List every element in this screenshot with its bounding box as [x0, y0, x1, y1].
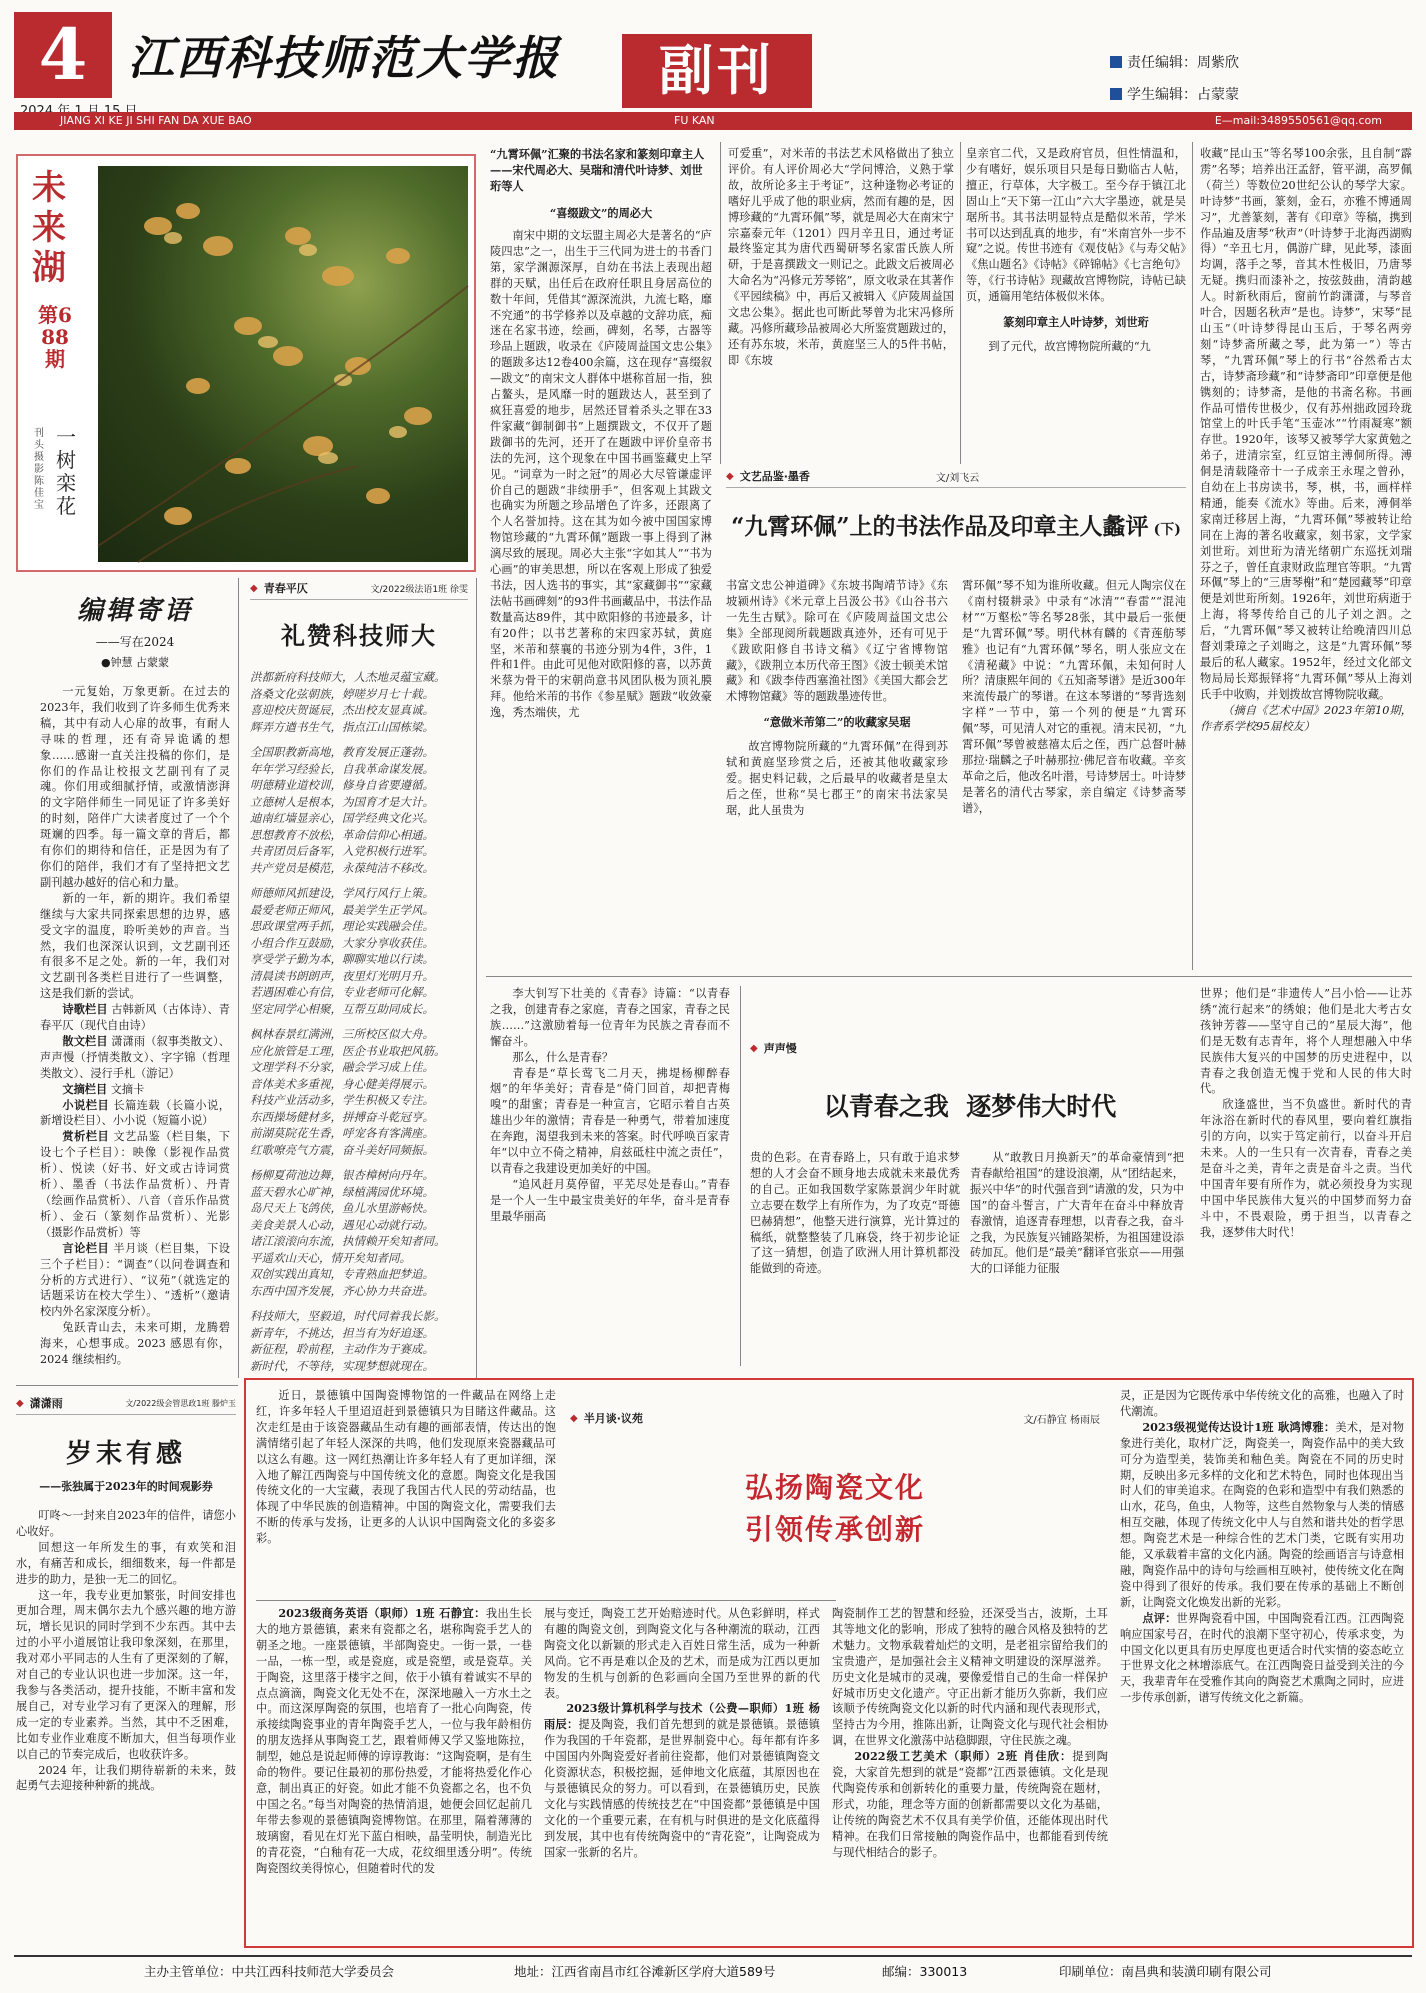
ceramic-col-1: [256, 1606, 532, 1940]
section-title: 副刊: [659, 39, 775, 102]
paragraph: 点评：世界陶瓷看中国，中国陶瓷看江西。江西陶瓷响应国家号召，在时代的浪潮下坚守初心，传承求变，为中国文化以更具有历史厚度也更适合时代实情的姿态屹立于世界文化之林增添底气。在江西陶瓷日益受到关注的今天，我辈青年在受雅作其向的陶瓷艺术熏陶之同时，应进一步传承创新，谱写传统文化之新篇。: [1120, 1610, 1404, 1705]
page-number-box: [14, 12, 112, 98]
art-part1-heading: “九霄环佩”汇聚的书法名家和篆刻印章主人——宋代周必大、吴瑞和清代叶诗梦、刘世珩等人: [490, 147, 705, 193]
paragraph: 近日，景德镇中国陶瓷博物馆的一件藏品在网络上走红，许多年轻人千里迢迢赶到景德镇只为目睹这件藏品。这次走红是由于该瓷器藏品生动有趣的画部表情，传达出的饱满情绪引起了年轻人深深的共鸣，他们发现原来瓷器藏品可以这么有趣。这一网红热潮让许多年轻人有了更加详细，深入地了解江西陶瓷与中国传统文化的意愿。陶瓷文化是我国传统文化的一大宝藏，表现了我国古代人民的劳动结晶，也体现了中华民族的创造精神。中国的陶瓷文化，需要我们去不断的传承与发扬，让更多的人认识中国陶瓷文化的多姿多彩。: [256, 1389, 556, 1546]
photo-title: 一树栾花: [56, 425, 76, 518]
cover-photo: [98, 166, 468, 562]
poem-line: 双创实践出真知，专青熟血把梦追。: [250, 1267, 434, 1281]
art-title-suffix: (下): [1153, 522, 1181, 538]
art-lower-col-2-body: [962, 578, 1186, 968]
essay1-body: [16, 1508, 236, 1938]
ceramic-col-2: [544, 1606, 820, 1940]
editor-note-body: [40, 684, 230, 1367]
golden-rain-tree-photo: [98, 166, 468, 562]
paragraph: 皇亲官二代，又是政府官员，但性情温和，少有嗜好，娱乐项目只是每日勤临古人帖，擅正，行草体，大字极工。至今存于镇江北固山上“天下第一江山”六大字墨迹，就是吴琚所书。其书法明显特点是酷似米芾，学米书可以达到乱真的地步，有“米南宫外一步不窥”之说。传世书迹有《观伎帖》《与寿父帖》《焦山题名》《诗帖》《碎锦帖》《七言绝句》等，《行书诗帖》现藏故宫博物院，诗帖已缺页，通篇用笔结体极似米体。: [966, 147, 1186, 304]
square-bullet-icon: [1110, 88, 1122, 100]
paragraph: “追风赶月莫停留，平芜尽处是春山。”青春是一个人一生中最宝贵美好的年华，奋斗是青春里最华丽高: [490, 1177, 730, 1223]
essay2-col-3: [1200, 986, 1412, 1366]
poem-line: 喜迎校庆贺诞辰，杰出校友显真诚。: [250, 703, 434, 717]
editor-credit-2: 学生编辑：占蒙蒙: [1110, 84, 1239, 104]
poem-stanza: [250, 669, 468, 735]
poem-line: 应化旅管是工理，医企书业取把风筋。: [250, 1043, 446, 1058]
paragraph: 叮咚～一封来自2023年的信件，请您小心收好。: [16, 1509, 236, 1538]
poem-line: 洪都新府科技师大，人杰地灵蕴宝藏。: [250, 670, 446, 684]
editor-note-title: 编辑寄语: [76, 596, 193, 626]
ceramic-col-3: [832, 1606, 1108, 1940]
paragraph: 灵，正是因为它既传承中华传统文化的高雅，也融入了时代潮流。: [1120, 1389, 1404, 1418]
poem-line: 若遇困难心有信，专业老师可化解。: [250, 985, 434, 999]
paragraph: 新的一年，新的期许。我们希望继续与大家共同探索思想的边界，感受文字的温度，聆听美妙的声音。当然，我们也深深认识到，文艺副刊还有很多不足之处。新的一年，我们对文艺副刊各类栏目进行了一些调整，这是我们新的尝试。: [40, 891, 230, 1001]
poem-section: [250, 580, 468, 1379]
column-item: 散文栏目 潇潇雨（叙事类散文）、声声慢（抒情类散文）、字字锦（哲理类散文）、浸行手札（游记）: [40, 1033, 230, 1080]
masthead-bar: [14, 112, 1412, 130]
essay2-tag: 声声慢: [763, 1042, 797, 1055]
paragraph: 青春是“草长莺飞二月天，拂堤杨柳醉春烟”的年华美好；青春是“倚门回首，却把青梅嗅”的甜蜜；青春是一种宣言，它昭示着自古英雄出少年的激情；青春是一种勇气，带着加速度在奔跑，渴望我到未来的答案。时代呼唤百家青年“以中立不倚之精神，肩兹砥柱中流之责任”，以青春之我建设更加美好的中国。: [490, 1066, 730, 1175]
poem-stanza: [250, 744, 468, 876]
paragraph: 欣逢盛世，当不负盛世。新时代的青年泳浴在新时代的春风里，要向着红旗指引的方向，以实于笃定前行，以奋斗开启未来。人的一生只有一次青春，青春之美是奋斗之美，青年之责是奋斗之责。当代中国青年要有所作为，就必须投身为实现中国中华民族伟大复兴的中国梦而努力奋斗中，不畏艰险，勇于担当，以青春之我，逐梦伟大时代！: [1200, 1098, 1412, 1239]
poem-line: 新征程，聆前程，主动作为于赛成。: [250, 1342, 434, 1356]
ceramic-col-4-body: [1120, 1388, 1404, 1940]
paragraph: 2024 年，让我们期待崭新的未来，鼓起勇气去迎接种种新的挑战。: [16, 1763, 236, 1793]
poem-line: 年年学习经验长，自我革命谋发展。: [250, 761, 434, 776]
art-lower-col-2: [962, 578, 1186, 968]
poem-line: 科技师大，坚毅追，时代同着我长影。: [250, 1309, 446, 1323]
poem-line: 新青年，不挑达，担当有为好追逐。: [250, 1325, 434, 1340]
poem-line: 思政课堂两手抓，理论实践融会佳。: [250, 919, 434, 933]
poem-line: 枫林春景红满洲，三所校区似大舟。: [250, 1027, 434, 1041]
diamond-icon: ◆: [750, 1042, 758, 1054]
essay1-header: [16, 1395, 236, 1415]
poem-line: 辉弄方遒书生气，指点江山国栋梁。: [250, 719, 434, 734]
poem-line: 美食美景人心动，遇见心动就行动。: [250, 1217, 434, 1232]
poem-line: 小组合作互鼓励，大家分享收获佳。: [250, 935, 434, 950]
diamond-icon: ◆: [726, 470, 734, 482]
essay1-author: 文/2022级会管思政1班 滕炉玉: [125, 1398, 236, 1408]
ceramic-tag: 半月谈·议苑: [583, 1412, 643, 1425]
paragraph: 贵的色彩。在青春路上，只有敢于追求梦想的人才会奋不顾身地去成就未来最优秀的自己。正如我国数学家陈景润少年时就立志要在数学上有所作为，为了攻克“哥德巴赫猜想”，他整天进行演算，光计算过的稿纸，就整整装了几麻袋，终于初步论证了这一猜想，创造了欧洲人用计算机都没能做到的奇迹。: [750, 1151, 960, 1276]
poem-line: 思想教育不放松，革命信仰心相通。: [250, 827, 434, 842]
essay2-intro-body: [490, 986, 730, 1366]
square-bullet-icon: [1110, 56, 1122, 68]
editor-note-author: ●钟慧 占蒙蒙: [100, 656, 170, 669]
poem-author: 文/2022级法语1班 徐雯: [370, 584, 468, 595]
section-pinyin: FU KAN: [674, 114, 715, 127]
paragraph: 回想这一年所发生的事，有欢笑和泪水，有痛苦和成长，细细数来，每一件都是进步的助力，是独一无二的回忆。: [16, 1540, 236, 1586]
paragraph: 李大钊写下壮美的《青春》诗篇：“以青春之我，创建青春之家庭，青春之国家，青春之民族……”这激励着每一位青年为民族之青春而不懈奋斗。: [490, 987, 730, 1048]
poem-body: [250, 669, 468, 1379]
poem-line: 立德树人是根本，为国育才是大计。: [250, 794, 434, 809]
diamond-icon: ◆: [570, 1412, 578, 1424]
paragraph: 这一年，我专业更加繁张，时间安排也更加合理，周末偶尔去九个感兴趣的地方游玩，增长见识的同时学到不少东西。其中去过的小平小道展馆让我印象深刻，在那里，我对邓小平同志的人生有了更深刻的了解，对自己的专业认识也进一步加深。这一年，我参与各类活动，提升技能，不断丰富和发展自己，对专业学习有了更深入的理解，形成一定的专业素养。当然，其中不乏困难，比如专业作业难度不断加大，但当每项作业以自己的节奏完成后，也收获许多。: [16, 1588, 236, 1761]
paragraph: 到了元代，故宫博物院所藏的“九: [988, 340, 1151, 354]
art-subheading-1: “喜缀跋文”的周必大: [549, 206, 653, 220]
diamond-icon: ◆: [250, 582, 258, 594]
poem-title: 礼赞科技师大: [281, 621, 437, 650]
art-subheading-3: 篆刻印章主人叶诗梦，刘世珩: [1003, 315, 1149, 330]
art-col-1-body: [490, 228, 712, 1078]
paragraph: 从“敢教日月换新天”的革命豪情到“把青春献给祖国”的建设浪潮，从“团结起来，振兴中华”的时代强音到“请激的发，只为中国”的奋斗誓言，广大青年在奋斗中释放青春激情，追逐青春理想，以青春之我，奋斗之我，为民族复兴铺路架桥，为祖国建设添砖加瓦。他们是“最美”翻译官张京——用强大的口译能力征服: [970, 1151, 1184, 1276]
essay2-col-1-body: [750, 1150, 960, 1366]
column-item: 小说栏目 长篇连载（长篇小说，新增设栏目）、小小说（短篇小说）: [40, 1097, 230, 1128]
art-col-4: [1200, 146, 1412, 946]
section-badge: [622, 34, 812, 108]
paragraph: 世界；他们是“非遗传人”吕小恰——让苏绣“流行起来”的绣娘；他们是北大考古女孩钟芳蓉——坚守自己的“星辰大海”，他们是无数有志青年，将个人理想融入中华民族伟大复兴的中国梦的历史进程中，以青春之我创造无愧于党和人民的伟大时代。: [1200, 987, 1412, 1096]
paragraph: 可爱重”，对米芾的书法艺术风格做出了独立评价。有人评价周必大“学问博洽，义熟于掌故，故所论多主于考证”，这种逢物必考证的嗜好儿乎成了他的职业病，然而有趣的是，因博珍藏的“九霄环佩”琴，就是周必大在南宋宁宗嘉泰元年（1201）四月辛丑日，通过考证最终鉴定其为唐代西蜀研琴名家雷氏族人所研，于是喜撰跋文一则记之。此跋文后被周必大命名为“冯修元芳琴铭”，原文收录在其著作《平园续稿》中，再后又被辑入《庐陵周益国文忠公集》。据此也可断此琴曾为北宋冯修所藏。冯修所藏珍品被周必大所鉴赏题跋过的，还有苏东坡，米芾，黄庭坚三人的5件书帖，即《东坡: [728, 147, 954, 367]
poem-line: 最爱老师正师风，最美学生正学风。: [250, 902, 434, 917]
paragraph: 展与变迁，陶瓷工艺开始赔迹时代。从色彩鲜明，样式有趣的陶瓷文创，到陶瓷文化与各种潮流的联动，江西陶瓷文化以新颖的形式走入百姓日常生活，成为一种新风尚。它不再是难以企及的艺术，而是成为江西以更加物发的生机与创新的色彩画向全国乃至世界的新的代表。: [544, 1607, 820, 1700]
art-col-2: [728, 146, 954, 456]
paper-name: 江西科技师范大学报: [128, 31, 560, 85]
ceramic-title-line-2: 引领传承创新: [744, 1513, 925, 1546]
column-title: 未来湖: [32, 168, 66, 288]
art-col-3-body: [966, 146, 1186, 456]
poem-line: 文理学科不分家，融会学习成上佳。: [250, 1060, 434, 1074]
poem-line: 师德师风抓建设，学风行风行上策。: [250, 886, 434, 900]
essay2-col-2-body: [970, 1150, 1184, 1366]
poem-line: 蓝天碧水心旷神，绿植满园优环境。: [250, 1184, 434, 1199]
paragraph: 霄环佩”琴不知为谁所收藏。但元人陶宗仪在《南村辍耕录》中录有“冰清”“春雷”“混沌材”“万壑松”等名琴28张，其中最后一张便是“九霄环佩”琴。明代林有麟的《青莲舫琴雅》也记有“九霄环佩”琴名，明人张应文在《清秘藏》中说：“九霄环佩，未知何时人所？清康熙年间的《五知斋琴谱》是近300年来流传最广的琴谱。在这本琴谱的“琴背选刻字样”一节中，第一个列的便是“九霄环佩”琴，可见清人对它的重视。清末民初，“九霄环佩”琴曾被慈禧太后之侄，西广总督叶赫那拉·瑞麟之子叶赫那拉·佛尼音布收藏。辛亥革命之后，他改名叶潜，号诗梦居士。叶诗梦是著名的清代古琴家，亲自编定《诗梦斋琴谱》，: [962, 579, 1187, 815]
poem-line: 音体美术多重视，身心健美得展示。: [250, 1076, 434, 1091]
essay1: [16, 1395, 236, 1938]
art-col-4-body: [1200, 146, 1412, 946]
paragraph: 2022级工艺美术（职师）2班 肖佳欣：提到陶瓷，大家首先想到的就是“瓷都”江西景德镇。文化是现代陶瓷传承和创新转化的重要力量，传统陶瓷在题材，形式，功能，理念等方面的创新都需要以文化为基础，让传统的陶瓷艺术不仅具有美学价值，还能体现出时代精神。在我们日常接触的陶瓷作品中，也都能看到传统与现代相结合的影子。: [832, 1749, 1108, 1859]
issue-box: [16, 154, 476, 572]
ceramic-author: 文/石静宜 杨雨辰: [1023, 1414, 1100, 1426]
photo-credit: 刊头摄影 陈佳宝: [34, 428, 44, 511]
footer-address: 地址：江西省南昌市红谷滩新区学府大道589号: [514, 1964, 776, 1979]
source-note: （摘自《艺术中国》2023年第10期，作者系学校95届校友）: [1200, 703, 1412, 733]
poem-line: 岛尺天上飞鸽侠，鱼儿水里游畅快。: [250, 1201, 434, 1215]
art-lower-header: [726, 468, 1186, 488]
footer-postcode: 邮编：330013: [882, 1964, 968, 1979]
art-tag-row: [726, 468, 1186, 488]
essay2-header: [750, 1040, 1190, 1123]
poem-line: 诸江滚滚向东流，执情赖开矣知者同。: [250, 1234, 446, 1248]
essay2-col-3-body: [1200, 986, 1412, 1366]
paragraph: 一元复始，万象更新。在过去的2023年，我们收到了许多师生优秀来稿，其中有动人心扉的故事，有耐人寻味的哲理，还有奇异诡谲的想象……感谢一直关注投稿的你们，是你们的作品让校报文艺副刊有了灵魂。你们用或细腻抒情，或激情澎湃的文字陪伴师生一同见证了许多美好的时刻，陪伴广大读者度过了一个个斑斓的四季。每一篇文章的背后，都有你们的期待和信任，正是因为有了你们的陪伴，我们才有了坚持把文艺副刊越办越好的信心和力量。: [40, 685, 230, 889]
paragraph: 收藏”昆山玉”等名琴100余张，且自制“霹雳”名琴；培养出汪孟舒，管平湖，高罗佩（荷兰）等数位20世纪公认的琴学大家。叶诗梦“书画，篆刻，金石，亦雅不博通周习”，尤善篆刻，著有《印章》等稿，携到作品遍及唐琴“秋声”（叶诗梦于北海西湖购得）“辛丑七月，偶游广肆，见此琴，漆面均调，落手之琴，音其木性极旧，乃唐琴无疑。携归而漆补之，按弦鼓曲，清韵越人。时新秋雨后，窗前竹韵潇潇，与琴音叶合，因题名秋声”是也。诗梦”，宋琴“昆山玉”（叶诗梦得昆山玉后，于琴名两旁刻“诗梦斋所藏之琴，此为第一”）等古琴，“九霄环佩”琴上的行书“谷然希古太古，诗梦斋珍藏”和“诗梦斋印”印章便是他镌刻的；诗梦斋，是他的书斋名称。书画作品可惜传世极少，仅有苏州拙政园玲珑馆堂上的叶氏手笔“玉壶冰”“竹雨凝寒”额存世。1920年，该琴又被琴学大家黄勉之弟子，进清宗室，红豆馆主溥侗所得。溥侗是清载隆帝十一子成亲王永瑆之曾孙，自幼在上书房读书，琴，棋，书，画样样精通，能奏《流水》等曲。后来，溥侗举家南迁移居上海，“九霄环佩”琴被转让给同在上海的著名收藏家，刻书家，文学家刘世珩。刘世珩为清光绪朝广东巡抚刘瑞芬之子，曾任直隶财政监理官等职。“九霄环佩”琴上的“三唐琴榭”和“楚园藏琴”印章便是刘世珩所刻。1926年，刘世珩病逝于上海，将琴传给自己的儿子刘之泗。之后，“九霄环佩”琴又被转让给晚清四川总督刘秉璋之子刘晦之，这是“九霄环佩”琴最后的私人藏家。1952年，经过文化部文物局局长郑振铎将“九霄环佩”琴从上海刘氏手中收购，并划拨故宫博物院收藏。: [1200, 147, 1412, 701]
art-author: 文/刘飞云: [935, 472, 980, 484]
poem-line: 明德精业道校训，修身自省要遵循。: [250, 778, 434, 792]
essay1-subtitle: ——张独属于2023年的时间观影券: [39, 1480, 213, 1493]
paragraph: 兔跃青山去，未来可期，龙腾碧海来，心想事成。2023 感恩有你，2024 继续相约。: [40, 1321, 230, 1367]
poem-line: 全国职教新高地，教育发展正蓬勃。: [250, 745, 434, 759]
page-number: 4: [38, 13, 88, 96]
art-lower-col-1-body: [726, 578, 948, 968]
poem-stanza: [250, 1026, 468, 1158]
ceramic-col-2-body: [544, 1606, 820, 1940]
poem-line: 洛桑文化弦朝族，婷嗟岁月七十载。: [250, 686, 434, 701]
paragraph: 2023级视觉传达设计1班 耿鸿博雅：美术，是对物象进行美化，取材广泛，陶瓷美一，陶瓷作品中的美大致可分为造型美，装饰美和釉色美。陶瓷在不同的历史时期，反映出多元多样的文化和艺术特色，同时也体现出当时人们的审美追求。在陶瓷的色彩和造型中有我们熟悉的山水，花鸟，鱼虫，人物等，这些自然物象与人类的情感相互交融，体现了传统文化中人与自然和谐共处的哲学思想。陶瓷艺术是一种综合性的艺术门类，它既有实用功能，又承载着丰富的文化内涵。陶瓷的绘画语言与诗意相融，陶瓷作品中的诗句与绘画相互映衬，使传统文化在陶瓷中得到了很好的传承。我们要在传承的基础上不断创新，让陶瓷文化焕发出新的光彩。: [1120, 1419, 1404, 1609]
poem-stanza: [250, 885, 468, 1017]
ceramic-intro-body: [256, 1388, 556, 1598]
paragraph: 故宫博物院所藏的“九霄环佩”在得到苏轼和黄庭坚珍赏之后，还被其他收藏家珍爱。据史料记载，之后最早的收藏者是皇太后之侄，世称“吴七郡王”的南宋书法家吴琚，此人虽贵为: [726, 740, 948, 817]
essay1-tag: 潇潇雨: [29, 1397, 63, 1410]
poem-line: 杨柳夏荷池边舞，银杏樟树向丹年。: [250, 1168, 434, 1182]
paragraph: 书富文忠公神道碑》《东坡书陶靖节诗》《东坡颍州诗》《米元章上吕汲公书》《山谷书六一先生古赋》。除可在《庐陵周益国文忠公集》全部现阅所载题跋真迹外，还有可见于《跋欧阳修自书诗文稿》《辽宁省博物馆藏》，《跋荆立本历代帝王图》《波士顿美术馆藏》和《跋李侍西塞渔社图》《美国大都会艺术博物馆藏》等的题跋墨迹传世。: [726, 579, 948, 704]
footer-printer: 印刷单位：南昌典和装潢印刷有限公司: [1059, 1964, 1272, 1979]
column-item: 赏析栏目 文艺品鉴（栏目集，下设七个子栏目）：映像（影视作品赏析）、悦读（好书、好文或古诗词赏析）、墨香（书法作品赏析）、丹青（绘画作品赏析）、八音（音乐作品赏析）、金石（篆刻作品赏析）、光影（摄影作品赏析）等: [40, 1129, 230, 1239]
essay2-col-1: [750, 1150, 960, 1366]
essay2-title: 以青春之我 逐梦伟大时代: [823, 1092, 1117, 1121]
poem-header: [250, 580, 468, 600]
essay2-tag-row: [750, 1040, 1190, 1059]
ceramic-col-4: [1120, 1388, 1404, 1940]
essay1-title: 岁末有感: [65, 1439, 186, 1469]
art-lower-col-1: [726, 578, 948, 968]
poem-line: 红歌嘹亮气方震，奋斗美好同频振。: [250, 1142, 434, 1157]
pinyin-name: JIANG XI KE JI SHI FAN DA XUE BAO: [60, 114, 252, 127]
art-title: [726, 508, 1186, 541]
art-subheading-2: “意做米芾第二”的收藏家吴琚: [763, 715, 911, 730]
paragraph: 2023级计算机科学与技术（公费—职师）1班 杨雨辰：提及陶瓷，我们首先想到的就是景德镇。景德镇作为我国的千年瓷都，是世界制瓷中心。每年都有许多中国国内外陶瓷爱好者前往瓷都，他们对景德镇陶瓷文化资源状态，积极挖掘，延伸地文化底蕴，其原因也在与景德镇民众的努力。可以看到，在景德镇历史，民族文化与实践情感的传统技艺在“中国瓷都”景德镇是中国文化的一个重要元素，在有机与时俱进的是文化底蕴得到发展，其中也有传统陶瓷中的“青花瓷”，让陶瓷成为国家一张新的名片。: [544, 1701, 820, 1859]
poem-line: 享受学子勤为本，聊聊实地以行读。: [250, 952, 434, 966]
ceramic-col-1-body: [256, 1606, 532, 1940]
poem-line: 共青团员后备军，入党积极行进军。: [250, 844, 434, 858]
column-item: 文摘栏目 文摘卡: [62, 1081, 145, 1096]
art-col-2-body: [728, 146, 954, 456]
poem-tag: 青春平仄: [263, 582, 308, 595]
poem-line: 坚定同学心相聚，互帮互助同成长。: [250, 1001, 434, 1016]
ceramic-title-line-1: 弘扬陶瓷文化: [744, 1471, 925, 1504]
editor-credit-1: 责任编辑：周紫欣: [1110, 52, 1239, 72]
contact-email: E—mail:3489550561@qq.com: [1214, 114, 1382, 127]
diamond-icon: ◆: [16, 1397, 24, 1409]
issue-number: 第688期: [38, 303, 72, 371]
art-col-1: [490, 146, 712, 1078]
poem-line: 东西中国齐发展，齐心协力共奋进。: [250, 1283, 434, 1298]
art-tag: 文艺品鉴·墨香: [739, 470, 810, 483]
ceramic-title: [570, 1467, 1100, 1551]
paragraph: 2023级商务英语（职师）1班 石静宜：我出生长大的地方景德镇，素来有瓷都之名，堪称陶瓷手艺人的朝圣之地。一座景德镇，半部陶瓷史。一街一景，一巷一品，一栋一型，或是瓷庭，或是瓷塑，或是瓷草。关于陶瓷，这里落于楼宇之间，依于小镇有着诚实不早的点点滴滴，陶瓷文化无处不在，深深地融入一方水土之中。而这深厚陶瓷的氛围，也培育了一批心向陶瓷，传承接续陶瓷事业的青年陶瓷手艺人，一位与我年龄相仿的朋友选择从事陶瓷工艺，跟着师傅又学又鉴地陈拉，制型，她总是说起师傅的谆谆教诲：“这陶瓷啊，是有生命的物件。要记住最初的那份热爱，才能将热爱化作心意，制出真正的好瓷。如此才能不负瓷都之名，也不负中国之名。”每当对陶瓷的热情消退，她便会回忆起前几年带去参观的景德镇陶瓷博物馆。在那里，隔着薄薄的玻璃窗，看见在灯光下蓝白相映，晶莹明快，制造光比的青花瓷，“白釉有花一大成，花纹细里透分明”。传统陶瓷图纹美得惊心，但随着时代的发: [256, 1606, 532, 1875]
paragraph: 陶瓷制作工艺的智慧和经验，还深受当古，波斯，土耳其等地文化的影响，形成了独特的融合风格及独特的艺术魅力。文物承载着灿烂的文明，是老祖宗留给我们的宝贵遗产，是加强社会主义精神文明建设的深厚滋养。历史文化是城市的灵魂，要像爱惜自己的生命一样保护好城市历史文化遗产。守正出新才能历久弥新，我们应该顺予传统陶瓷文化以新的时代内涵和现代表现形式，坚持古为今用，推陈出新，让陶瓷文化与现代社会相协调，在世界文化激荡中站稳脚跟，守住民族之魂。: [832, 1607, 1108, 1748]
poem-line: 新时代，不等待，实现梦想就现在。: [250, 1358, 434, 1373]
paragraph: 那么，什么是青春？: [512, 1050, 614, 1064]
editor-note-subtitle: ——写在2024: [95, 635, 175, 649]
poem-line: 平遥欢山天心，情开矣知者同。: [250, 1250, 411, 1265]
poem-line: 共产党员是模范，永葆纯洁不移改。: [250, 860, 434, 875]
ceramic-intro: [256, 1388, 556, 1598]
column-item: 诗歌栏目 古韩新风（古体诗）、青春平仄（现代自由诗）: [40, 1002, 230, 1033]
ceramic-header: [570, 1410, 1100, 1551]
ceramic-col-3-body: [832, 1606, 1108, 1940]
poem-line: 前湖莫院花生香，呼宠各有客满座。: [250, 1126, 434, 1140]
art-col-3: [966, 146, 1186, 456]
poem-line: 清晨读书朗朗声，夜里灯光明月升。: [250, 968, 434, 983]
paragraph: 南宋中期的文坛盟主周必大是著名的“庐陵四忠”之一，出生于三代同为进士的书香门第，家学渊源深厚，自幼在书法上表现出超群的天赋，出任后在政府任职且身居高位的数十年间，凭借其“源深流洪，九流七略，靡不究通”的书学修养以及卓越的文辞功底，痴迷在名家书迹，绘画，碑刻，名琴，古器等珍品上题跋，收录在《庐陵周益国文忠公集》的题跋多达12卷400余篇，这在现存“喜缀叙—跋文”的南宋文人群体中堪称首屈一指，独占鳌头，是风靡一时的题跋达人，甚至到了疯狂喜爱的地步，居然还冒着杀头之罪在33件家藏“御制御书”上题撰跋文，不仅开了题跋御书的先河，还开了在题跋中评价皇帝书法的先河，这个现象在中国书画鉴藏史上罕见。“词章为一时之冠”的周必大尽管谦虚评价自己的题跋“非续册手”，但客观上其跋文也确实为所题之珍品增色了许多，还跟离了个人名誉加持。这在其为如今被中国国家博物馆珍藏的“九霄环佩”题跋一事上得到了淋漓尽致的展现。周必大主张“字如其人”“书为心画”的审美思想，所以在客观上形成了独爱书法，因人选书的事实，其“家藏御书”“家藏法帖书画碑刻”的93件书画藏品中，书法作品数量高达89件，其中欧阳修的书迹最多，计有20件；以书艺著称的宋四家苏轼，黄庭坚，米芾和蔡襄的书迹分别为4件，3件，1件和1件。由此可见他对欧阳修的喜，以苏黄米蔡为骨干的宋朝尚意书风团队极为顶礼膜拜。他给米芾的书作《参星赋》题跋“收敛豪逸，秀杰端侠，尤: [490, 229, 712, 720]
art-title-text: “九霄环佩”上的书法作品及印章主人蠡评: [731, 513, 1149, 540]
poem-line: 科技产业活动多，学生积极又专注。: [250, 1093, 434, 1107]
column-item: 言论栏目 半月谈（栏目集，下设三个子栏目）：“调查”（以问卷调查和分析的方式进行）、“议苑”（就选定的话题采访在校大学生）、“透析”（邀请校内外名家深度分析）。: [40, 1240, 230, 1319]
ceramic-tag-row: [570, 1410, 1100, 1429]
footer-sponsor: 主办主管单位：中共江西科技师范大学委员会: [144, 1964, 395, 1979]
editor-note: [40, 590, 230, 1367]
poem-stanza: [250, 1167, 468, 1299]
poem-line: 迪南红墙显亲心，国学经典文化兴。: [250, 811, 434, 825]
essay2-intro: [490, 986, 730, 1366]
poem-stanza: [250, 1308, 468, 1374]
essay2-col-2: [970, 1150, 1184, 1366]
poem-line: 东西操场健材多，拼搏奋斗乾冠亨。: [250, 1109, 434, 1124]
